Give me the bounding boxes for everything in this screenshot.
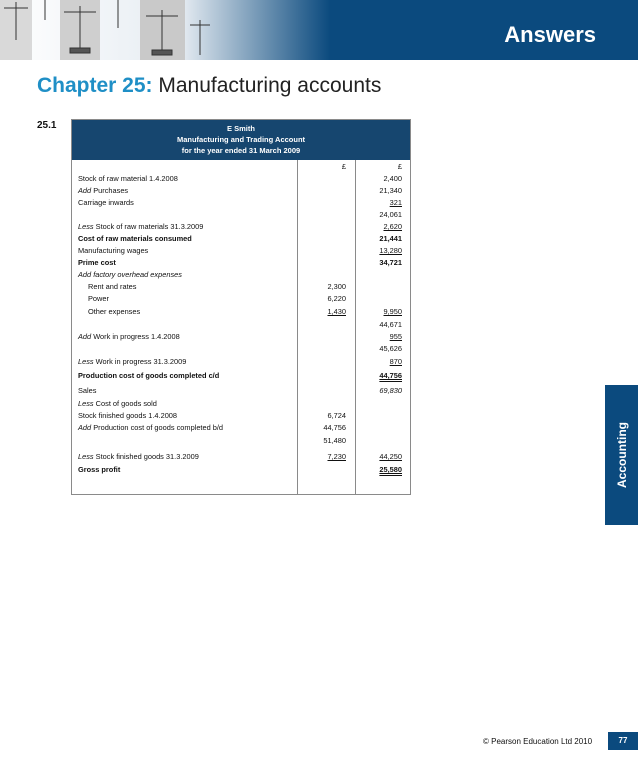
account-row — [72, 209, 410, 220]
amount-column-2: 13,280 — [379, 246, 402, 255]
header-band — [0, 0, 638, 60]
row-label-text: Other expenses — [88, 307, 141, 316]
row-label-text: Prime cost — [78, 258, 116, 267]
account-row — [72, 197, 410, 208]
row-label — [78, 385, 97, 396]
row-label — [88, 306, 140, 317]
amount-column-2: 34,721 — [379, 258, 402, 267]
row-label-prefix: Less — [78, 452, 94, 461]
account-heading-line: Manufacturing and Trading Account — [176, 135, 306, 144]
row-label — [88, 281, 136, 292]
account-body — [72, 160, 410, 494]
row-label-prefix: Add — [78, 186, 92, 195]
row-label-text: Power — [88, 294, 109, 303]
account-row — [72, 464, 410, 475]
account-row — [72, 398, 410, 409]
row-label-text: Production cost of goods completed b/d — [91, 423, 224, 432]
row-label-text: Production cost of goods completed c/d — [78, 371, 220, 380]
account-row — [72, 257, 410, 268]
amount-column-2: 44,756 — [379, 371, 402, 380]
amount-column-2: 870 — [389, 357, 402, 366]
row-label — [78, 221, 203, 232]
manufacturing-trading-account — [71, 119, 411, 495]
amount-column-1: 7,230 — [327, 452, 346, 461]
account-row — [72, 233, 410, 244]
row-label-prefix: Add — [78, 332, 92, 341]
account-row — [72, 343, 410, 354]
account-row — [72, 221, 410, 232]
account-heading-line: for the year ended 31 March 2009 — [181, 146, 301, 155]
row-label — [78, 331, 180, 342]
currency-symbol: £ — [397, 162, 402, 171]
account-row — [72, 245, 410, 256]
row-label — [78, 173, 178, 184]
amount-column-2: 24,061 — [379, 210, 402, 219]
chapter-title: Manufacturing accounts — [158, 74, 382, 97]
row-label-prefix: Less — [78, 399, 94, 408]
row-label-text: Stock finished goods 31.3.2009 — [93, 452, 199, 461]
account-row — [72, 435, 410, 446]
copyright-notice: © Pearson Education Ltd 2010 — [483, 737, 593, 746]
row-label — [78, 269, 182, 280]
amount-column-2: 2,620 — [383, 222, 402, 231]
amount-column-1: 51,480 — [323, 436, 346, 445]
row-label — [78, 410, 177, 421]
row-label — [78, 257, 116, 268]
row-label — [78, 370, 219, 381]
amount-column-2: 2,400 — [383, 174, 402, 183]
amount-column-2: 9,950 — [383, 307, 402, 316]
row-label-text: Stock finished goods 1.4.2008 — [78, 411, 178, 420]
account-row — [72, 269, 410, 280]
row-label-text: Sales — [78, 386, 97, 395]
row-label-text: Stock of raw material 1.4.2008 — [78, 174, 178, 183]
row-label-prefix: Less — [78, 222, 94, 231]
currency-symbol: £ — [341, 162, 346, 171]
row-label-prefix: Add — [78, 423, 92, 432]
account-row — [72, 451, 410, 462]
row-label-prefix: Less — [78, 357, 94, 366]
account-row — [72, 306, 410, 317]
amount-column-1: 6,724 — [327, 411, 346, 420]
row-label-text: Work in progress 1.4.2008 — [91, 332, 180, 341]
account-row — [72, 370, 410, 381]
row-label-text: Rent and rates — [88, 282, 137, 291]
row-label — [78, 356, 186, 367]
row-label — [78, 245, 148, 256]
row-label — [78, 185, 128, 196]
row-label-text: Carriage inwards — [78, 198, 134, 207]
row-label — [78, 451, 199, 462]
amount-column-1: 1,430 — [327, 307, 346, 316]
page-header-title: Answers — [504, 22, 596, 47]
account-heading-line: E Smith — [227, 124, 255, 133]
row-label-text: Cost of goods sold — [93, 399, 157, 408]
account-row — [72, 422, 410, 433]
amount-column-2: 45,626 — [379, 344, 402, 353]
row-label — [88, 293, 109, 304]
chapter-number: Chapter 25: — [37, 74, 153, 97]
row-label-text: Purchases — [91, 186, 129, 195]
account-row — [72, 185, 410, 196]
account-row — [72, 410, 410, 421]
account-row — [72, 293, 410, 304]
row-label — [78, 233, 192, 244]
row-label-text: Gross profit — [78, 465, 121, 474]
row-label-text: Cost of raw materials consumed — [78, 234, 192, 243]
amount-column-2: 25,580 — [379, 465, 402, 474]
amount-column-1: 2,300 — [327, 282, 346, 291]
scales-of-justice-icon — [0, 0, 220, 60]
account-row — [72, 356, 410, 367]
amount-column-2: 69,830 — [379, 386, 402, 395]
side-tab-label: Accounting — [614, 422, 629, 488]
currency-row — [72, 161, 410, 172]
row-label-prefix: Add factory overhead expenses — [78, 270, 182, 279]
amount-column-1: 44,756 — [323, 423, 346, 432]
amount-column-2: 955 — [389, 332, 402, 341]
account-row — [72, 319, 410, 330]
row-label — [78, 464, 120, 475]
amount-column-2: 21,441 — [379, 234, 402, 243]
row-label — [78, 422, 223, 433]
amount-column-2: 321 — [389, 198, 402, 207]
amount-column-2: 44,671 — [379, 320, 402, 329]
row-label-text: Work in progress 31.3.2009 — [93, 357, 187, 366]
amount-column-2: 44,250 — [379, 452, 402, 461]
row-label-text: Stock of raw materials 31.3.2009 — [93, 222, 204, 231]
side-tab — [605, 385, 638, 525]
row-label-text: Manufacturing wages — [78, 246, 149, 255]
account-heading — [72, 120, 410, 160]
row-label — [78, 197, 134, 208]
row-label — [78, 398, 157, 409]
question-number: 25.1 — [37, 120, 57, 131]
page-number: 77 — [608, 732, 638, 750]
account-row — [72, 385, 410, 396]
amount-column-2: 21,340 — [379, 186, 402, 195]
chapter-heading — [37, 74, 381, 98]
account-row — [72, 173, 410, 184]
amount-column-1: 6,220 — [327, 294, 346, 303]
account-row — [72, 331, 410, 342]
account-row — [72, 281, 410, 292]
